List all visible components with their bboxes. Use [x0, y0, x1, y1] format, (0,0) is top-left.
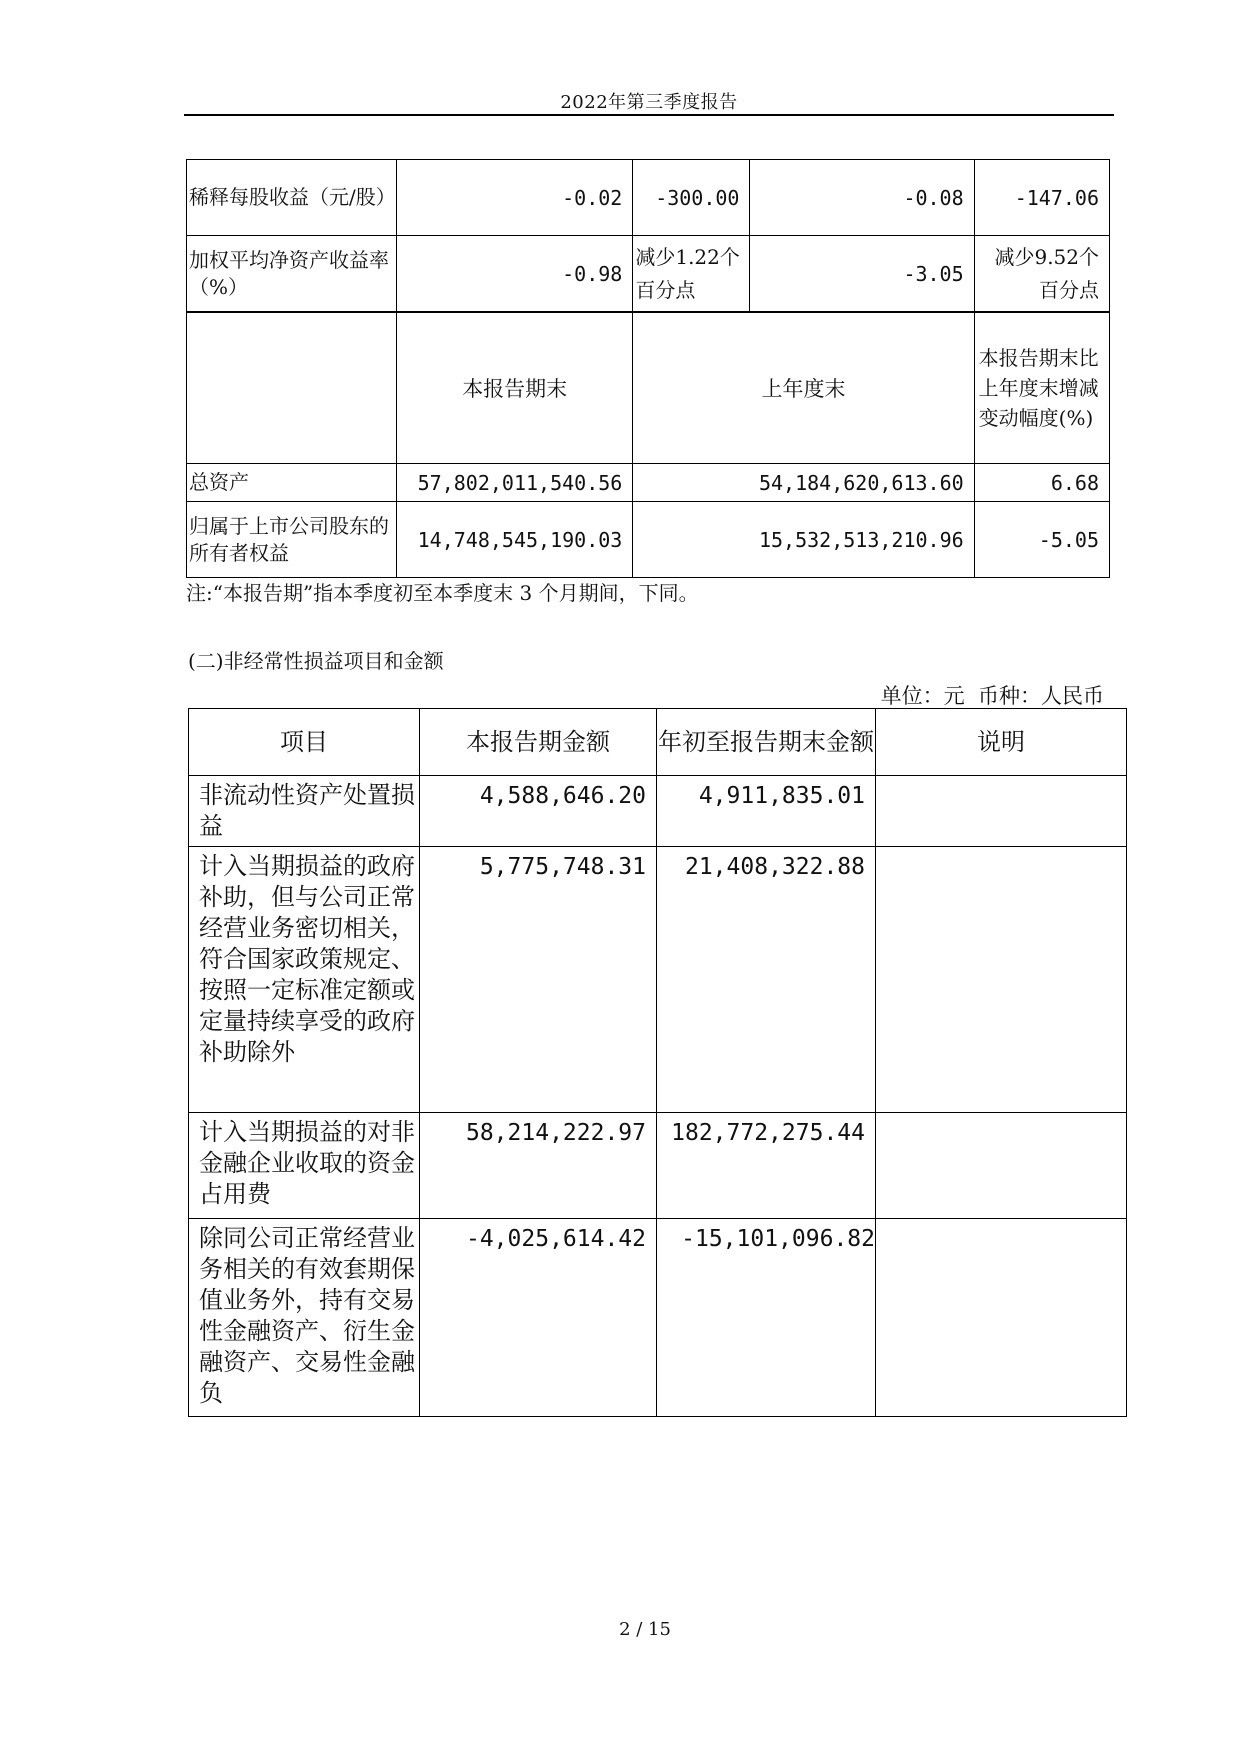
table-row [187, 236, 1110, 313]
table-row [187, 160, 1110, 236]
ytd-amount: -15,101,096.82 [657, 1219, 876, 1417]
cell-value: 减少1.22个百分点 [633, 236, 750, 313]
item-description: 计入当期损益的对非金融企业收取的资金占用费 [189, 1113, 420, 1219]
table-header-row [189, 709, 1127, 776]
table-row [189, 847, 1127, 1113]
note-cell [876, 1113, 1127, 1219]
cell-value: 减少9.52个百分点 [974, 236, 1109, 313]
ytd-amount: 21,408,322.88 [657, 847, 876, 1113]
item-description: 非流动性资产处置损益 [189, 776, 420, 847]
header-cell: 年初至报告期末金额 [657, 709, 876, 776]
cell-value: -5.05 [974, 502, 1109, 578]
header-cell [187, 312, 397, 464]
ytd-amount: 4,911,835.01 [657, 776, 876, 847]
cell-value: 14,748,545,190.03 [397, 502, 633, 578]
table-row [189, 1113, 1127, 1219]
section-title: (二)非经常性损益项目和金额 [188, 649, 444, 673]
report-header-title: 2022年第三季度报告 [560, 92, 738, 113]
unit-currency-label: 单位：元 币种：人民币 [880, 684, 1104, 708]
note-cell [876, 847, 1127, 1113]
cell-value: 57,802,011,540.56 [397, 464, 633, 502]
cell-value: -147.06 [974, 160, 1109, 236]
cell-value: 6.68 [974, 464, 1109, 502]
table-footnote: 注:“本报告期”指本季度初至本季度末 3 个月期间，下同。 [186, 581, 699, 605]
table-row [189, 776, 1127, 847]
cell-value: -3.05 [750, 236, 974, 313]
item-description: 除同公司正常经营业务相关的有效套期保值业务外，持有交易性金融资产、衍生金融资产、交易性金融负 [189, 1219, 420, 1417]
header-divider [184, 114, 1114, 116]
cell-value: -300.00 [633, 160, 750, 236]
header-cell: 本报告期末比上年度末增减变动幅度(%) [974, 312, 1109, 464]
header-cell: 上年度末 [633, 312, 974, 464]
table-row [187, 464, 1110, 502]
non-recurring-items-table [188, 708, 1127, 1417]
table-row [189, 1219, 1127, 1417]
table-row [187, 502, 1110, 578]
note-cell [876, 776, 1127, 847]
row-label: 总资产 [187, 464, 397, 502]
cell-value: 54,184,620,613.60 [633, 464, 974, 502]
note-cell [876, 1219, 1127, 1417]
ytd-amount: 182,772,275.44 [657, 1113, 876, 1219]
period-amount: 58,214,222.97 [420, 1113, 657, 1219]
period-amount: 4,588,646.20 [420, 776, 657, 847]
page-number: 2 / 15 [619, 1619, 671, 1640]
row-label: 稀释每股收益（元/股） [187, 160, 397, 236]
header-cell: 本报告期末 [397, 312, 633, 464]
header-cell: 说明 [876, 709, 1127, 776]
cell-value: -0.08 [750, 160, 974, 236]
cell-value: -0.02 [397, 160, 633, 236]
cell-value: -0.98 [397, 236, 633, 313]
period-amount: 5,775,748.31 [420, 847, 657, 1113]
table-header-row [187, 312, 1110, 464]
header-cell: 本报告期金额 [420, 709, 657, 776]
row-label: 加权平均净资产收益率（%） [187, 236, 397, 313]
financial-indicators-table [186, 159, 1110, 578]
period-amount: -4,025,614.42 [420, 1219, 657, 1417]
cell-value: 15,532,513,210.96 [633, 502, 974, 578]
item-description: 计入当期损益的政府补助，但与公司正常经营业务密切相关，符合国家政策规定、按照一定标准定额或定量持续享受的政府补助除外 [189, 847, 420, 1113]
header-cell: 项目 [189, 709, 420, 776]
row-label: 归属于上市公司股东的所有者权益 [187, 502, 397, 578]
